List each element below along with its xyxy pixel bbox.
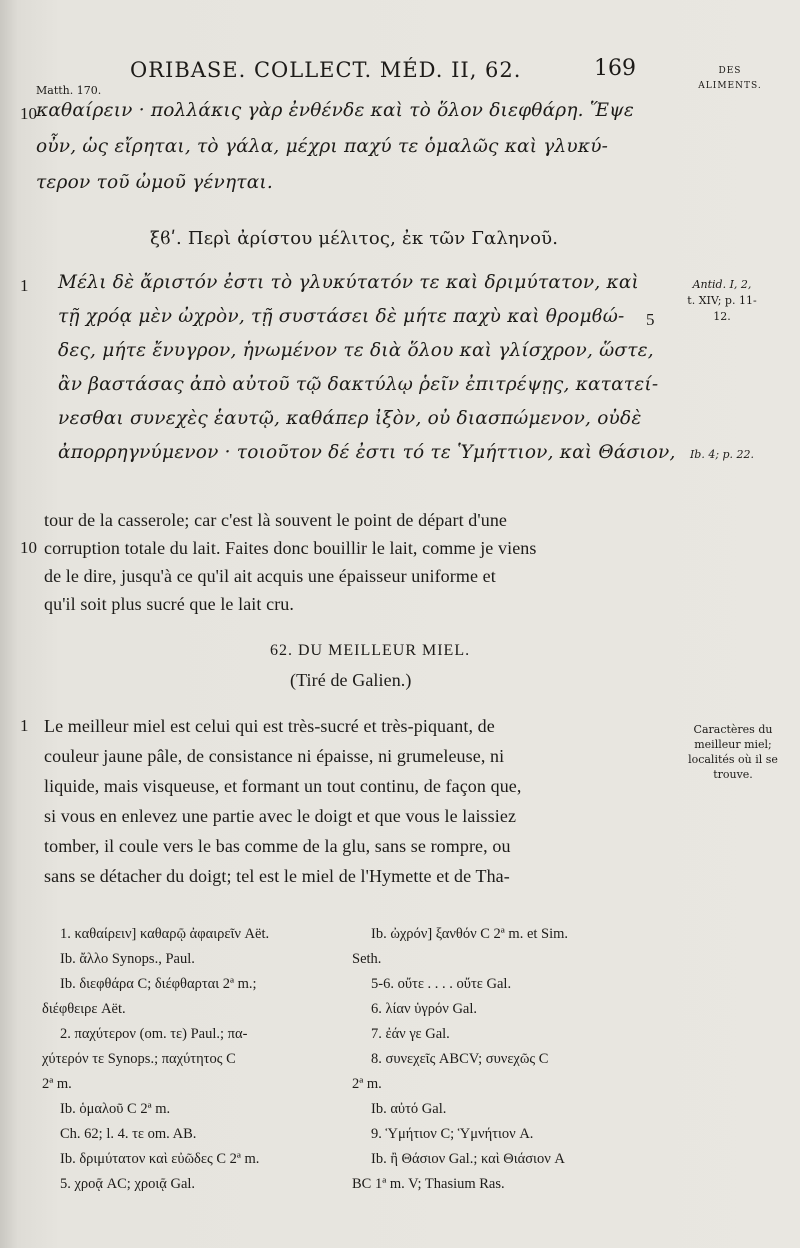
- footnote: 7. ἐάν γε Gal.: [371, 1026, 450, 1042]
- greek-line: δες, μήτε ἔνυγρον, ἡνωμένον τε διὰ ὅλου καὶ γλίσχρον, ὥστε,: [58, 340, 654, 361]
- footnote: 9. Ὑμήτιον C; Ὑμνήτιον A.: [371, 1126, 534, 1142]
- french-line: si vous en enlevez une partie avec le doigt et que vous le laissiez: [44, 806, 517, 826]
- french-line: tour de la casserole; car c'est là souvent le point de départ d'une: [44, 510, 508, 530]
- french-line-number-1: 1: [20, 716, 29, 735]
- footnote: 2ª m.: [352, 1076, 382, 1092]
- french-side-note: Caractères du meilleur miel; localités où il se trouve.: [688, 723, 778, 781]
- footnote: 2ª m.: [42, 1076, 72, 1092]
- french-line: corruption totale du lait. Faites donc bouillir le lait, comme je viens: [44, 538, 537, 558]
- french-line: liquide, mais visqueuse, et formant un tout continu, de façon que,: [44, 776, 522, 796]
- footnote: Seth.: [352, 951, 382, 967]
- greek-side-note: 12.: [713, 310, 731, 323]
- footnote: 1. καθαίρειν] καθαρῷ ἀφαιρεῖν Aët.: [60, 926, 270, 942]
- footnote: Ch. 62; l. 4. τε om. AB.: [60, 1126, 197, 1142]
- footnote: 6. λίαν ὑγρόν Gal.: [371, 1001, 478, 1017]
- greek-line: τῇ χρόᾳ μὲν ὠχρὸν, τῇ συστάσει δὲ μήτε παχὺ καὶ θρομϐώ-: [58, 306, 625, 327]
- greek-line: καθαίρειν · πολλάκις γὰρ ἐνθένδε καὶ τὸ ὅλον διεφθάρη. Ἕψε: [36, 100, 634, 121]
- footnote: Ib. ὠχρόν] ξανθόν C 2ª m. et Sim.: [371, 926, 569, 942]
- greek-side-note: t. XIV; p. 11-: [687, 294, 757, 307]
- greek-side-note: Ib. 4; p. 22.: [689, 448, 755, 461]
- footnote: Ib. δριμύτατον καὶ εὐῶδες C 2ª m.: [60, 1151, 260, 1167]
- side-title-line-2: ALIMENTS.: [698, 81, 762, 91]
- footnote: 2. παχύτερον (om. τε) Paul.; πα-: [60, 1026, 248, 1042]
- french-chapter-subtitle: (Tiré de Galien.): [290, 670, 412, 690]
- greek-line: Μέλι δὲ ἄριστόν ἐστι τὸ γλυκύτατόν τε καὶ δριμύτατον, καὶ: [58, 272, 639, 293]
- footnote: Ib. αὐτό Gal.: [371, 1101, 447, 1117]
- french-line: Le meilleur miel est celui qui est très-sucré et très-piquant, de: [44, 716, 495, 736]
- french-line: qu'il soit plus sucré que le lait cru.: [44, 594, 294, 614]
- footnote: Ib. ὁμαλοῦ C 2ª m.: [60, 1101, 171, 1117]
- french-line-number-10: 10: [20, 538, 37, 557]
- french-line: sans se détacher du doigt; tel est le miel de l'Hymette et de Tha-: [44, 866, 510, 886]
- page-number: 169: [594, 56, 636, 81]
- french-chapter-title: 62. DU MEILLEUR MIEL.: [270, 642, 471, 659]
- footnote: BC 1ª m. V; Thasium Ras.: [352, 1176, 505, 1192]
- french-line: tomber, il coule vers le bas comme de la glu, sans se rompre, ou: [44, 836, 511, 856]
- footnote: 5. χροᾷ AC; χροιᾷ Gal.: [60, 1176, 196, 1192]
- greek-line-number-5: 5: [646, 310, 655, 329]
- footnote: διέφθειρε Aët.: [42, 1001, 126, 1017]
- french-line: de le dire, jusqu'à ce qu'il ait acquis une épaisseur uniforme et: [44, 566, 496, 586]
- footnote: 5-6. οὔτε . . . . οὔτε Gal.: [371, 976, 512, 992]
- side-title-line-1: DES: [718, 66, 742, 76]
- footnote: Ib. διεφθάρα C; διέφθαρται 2ª m.;: [60, 976, 257, 992]
- greek-side-note: Antid. I, 2,: [692, 278, 752, 291]
- greek-chapter-title: ξϐʹ. Περὶ ἀρίστου μέλιτος, ἐκ τῶν Γαληνοῦ.: [150, 228, 559, 249]
- greek-line-number-10: 10: [20, 104, 37, 123]
- greek-line: νεσθαι συνεχὲς ἑαυτῷ, καθάπερ ἰξὸν, οὐ διασπώμενον, οὐδὲ: [58, 408, 642, 429]
- mathieu-reference: Matth. 170.: [36, 84, 102, 97]
- greek-line: ἀπορρηγνύμενον · τοιοῦτον δέ ἐστι τό τε Ὑμήττιον, καὶ Θάσιον,: [58, 442, 676, 463]
- greek-line: τερον τοῦ ὠμοῦ γένηται.: [36, 172, 273, 193]
- side-running-title: [690, 64, 770, 94]
- footnote: Ib. ἢ Θάσιον Gal.; καὶ Θιάσιον A: [371, 1151, 565, 1167]
- running-title: ORIBASE. COLLECT. MÉD. II, 62.: [130, 58, 522, 82]
- footnote: χύτερόν τε Synops.; παχύτητος C: [42, 1051, 236, 1067]
- greek-line-number-1: 1: [20, 276, 29, 295]
- greek-line: ἂν βαστάσας ἀπὸ αὐτοῦ τῷ δακτύλῳ ῥεῖν ἐπιτρέψῃς, κατατεί-: [58, 374, 659, 395]
- footnote: Ib. ἄλλο Synops., Paul.: [60, 951, 195, 967]
- footnote: 8. συνεχεῖς ABCV; συνεχῶς C: [371, 1051, 549, 1067]
- french-line: couleur jaune pâle, de consistance ni épaisse, ni grumeleuse, ni: [44, 746, 505, 766]
- greek-line: οὖν, ὡς εἴρηται, τὸ γάλα, μέχρι παχύ τε ὁμαλῶς καὶ γλυκύ-: [36, 136, 609, 157]
